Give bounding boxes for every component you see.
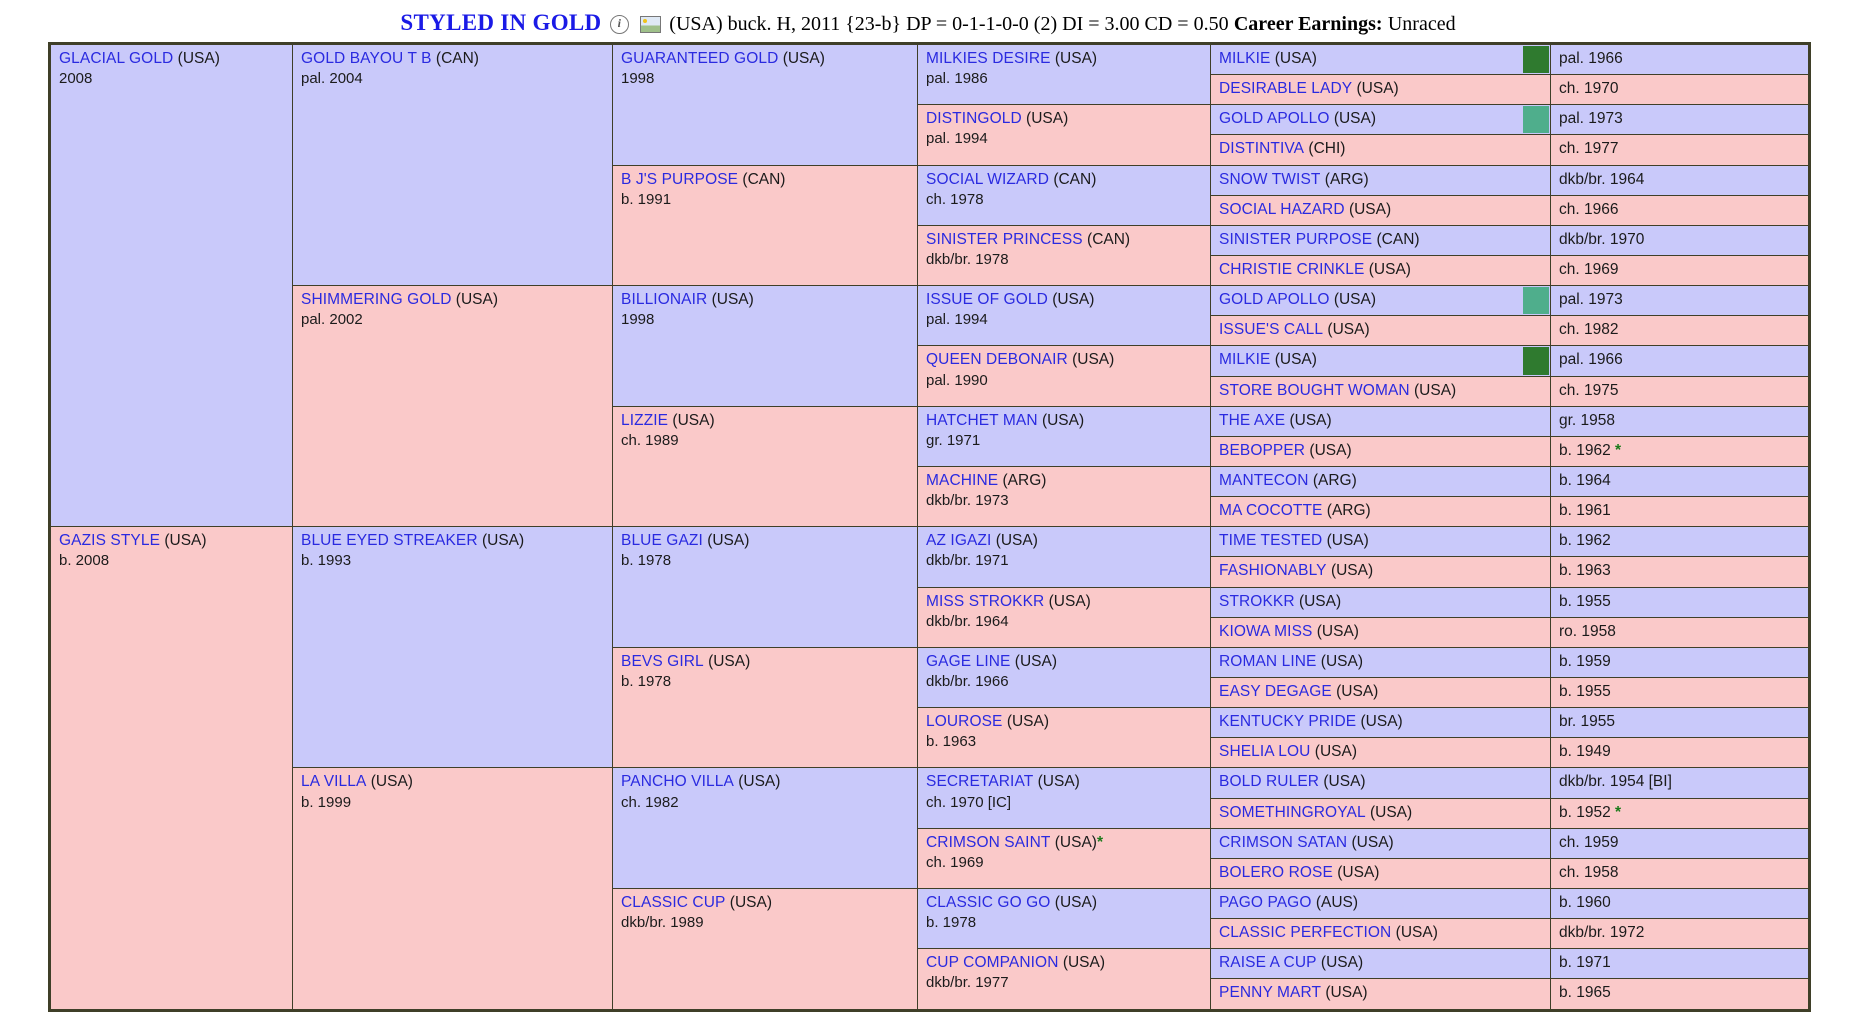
horse-name[interactable]: AZ IGAZI — [926, 532, 992, 550]
horse-country: (USA) — [1333, 110, 1377, 128]
gen5-horse[interactable] — [1211, 587, 1551, 617]
gen3-horse[interactable] — [613, 286, 918, 407]
horse-date: ch. 1970 — [1559, 80, 1619, 98]
gen2-dam-dam[interactable] — [293, 768, 613, 1010]
gen5-horse[interactable] — [1211, 888, 1551, 918]
gen5-horse[interactable] — [1211, 949, 1551, 979]
gen3-horse[interactable] — [613, 406, 918, 527]
gen5-horse[interactable] — [1211, 195, 1551, 225]
horse-name[interactable]: MACHINE — [926, 471, 999, 489]
horse-info: pal. 2002 — [301, 311, 363, 329]
gen5-horse[interactable] — [1211, 497, 1551, 527]
horse-name[interactable]: GAGE LINE — [926, 652, 1011, 670]
gen5-horse[interactable] — [1211, 346, 1551, 376]
gen3-horse[interactable] — [613, 44, 918, 166]
horse-country: (USA) — [782, 50, 825, 67]
gen5-date — [1551, 135, 1810, 165]
horse-name[interactable]: CLASSIC GO GO — [926, 893, 1051, 911]
horse-country: (CAN) — [1376, 230, 1420, 248]
color-swatch — [1523, 46, 1549, 73]
horse-info: ch. 1969 — [926, 853, 984, 871]
gen5-horse[interactable] — [1211, 647, 1551, 677]
horse-country: (USA) — [1356, 80, 1399, 98]
horse-name[interactable]: SOCIAL HAZARD — [1219, 200, 1345, 218]
horse-date: pal. 1973 — [1559, 110, 1623, 128]
gen4-horse[interactable] — [918, 708, 1211, 768]
horse-info: b. 1978 — [621, 552, 672, 570]
horse-date: dkb/br. 1970 — [1559, 230, 1645, 248]
horse-country: (USA) — [164, 532, 207, 550]
horse-country: (CAN) — [742, 170, 786, 188]
gen5-date — [1551, 888, 1810, 918]
gen5-date — [1551, 979, 1810, 1010]
gen5-horse[interactable] — [1211, 286, 1551, 316]
gen5-date — [1551, 798, 1810, 828]
gen5-horse[interactable] — [1211, 105, 1551, 135]
asterisk-marker: * — [1615, 441, 1622, 459]
horse-name[interactable]: STORE BOUGHT WOMAN — [1219, 381, 1410, 399]
horse-country: (USA) — [1351, 833, 1394, 851]
horse-info: dkb/br. 1971 — [926, 552, 1009, 570]
horse-country: (USA) — [1289, 411, 1332, 429]
gen2-sire-sire[interactable] — [293, 44, 613, 286]
gen5-horse[interactable] — [1211, 798, 1551, 828]
horse-country: (USA) — [729, 893, 772, 911]
horse-country: (USA) — [1274, 50, 1317, 67]
horse-country: (USA) — [1048, 592, 1091, 610]
horse-country: (CAN) — [1087, 230, 1131, 248]
color-swatch — [1523, 347, 1549, 374]
horse-name[interactable]: BLUE GAZI — [621, 532, 703, 550]
horse-name[interactable]: CUP COMPANION — [926, 954, 1059, 972]
horse-country: (CAN) — [435, 50, 479, 67]
horse-country: (USA) — [1368, 260, 1411, 278]
horse-info: dkb/br. 1978 — [926, 250, 1009, 268]
horse-date: ch. 1975 — [1559, 381, 1619, 399]
horse-name[interactable]: SOCIAL WIZARD — [926, 170, 1050, 188]
horse-name[interactable]: CLASSIC PERFECTION — [1219, 924, 1392, 942]
horse-name[interactable]: RAISE A CUP — [1219, 954, 1317, 972]
horse-name[interactable]: DISTINGOLD — [926, 110, 1022, 128]
horse-name[interactable]: SINISTER PURPOSE — [1219, 230, 1373, 248]
career-earnings-value: Unraced — [1387, 13, 1456, 35]
horse-info: b. 1963 — [926, 733, 977, 751]
gen2-sire-dam[interactable] — [293, 286, 613, 527]
horse-name[interactable]: SHELIA LOU — [1219, 743, 1311, 761]
horse-info: dkb/br. 1977 — [926, 974, 1009, 992]
color-swatch — [1523, 106, 1549, 133]
gen5-date — [1551, 677, 1810, 707]
horse-name[interactable]: LOUROSE — [926, 713, 1003, 731]
horse-info: 2008 — [59, 70, 93, 88]
gen5-horse[interactable] — [1211, 828, 1551, 858]
horse-info: 1998 — [621, 70, 655, 88]
horse-info: ch. 1978 — [926, 190, 984, 208]
horse-info: dkb/br. 1964 — [926, 612, 1009, 630]
pedigree-table — [48, 42, 1811, 1012]
horse-name[interactable]: BLUE EYED STREAKER — [301, 532, 478, 550]
horse-country: (USA) — [1336, 682, 1379, 700]
gen5-horse[interactable] — [1211, 527, 1551, 557]
horse-info: b. 1991 — [621, 190, 672, 208]
horse-name[interactable]: SECRETARIAT — [926, 773, 1034, 791]
horse-country: (USA) — [1395, 924, 1438, 942]
gen5-horse[interactable] — [1211, 466, 1551, 496]
horse-name[interactable]: MANTECON — [1219, 471, 1309, 489]
horse-name[interactable]: BEVS GIRL — [621, 652, 704, 670]
horse-date: b. 1962 — [1559, 441, 1611, 459]
horse-date: b. 1962 — [1559, 532, 1611, 550]
gen4-horse[interactable] — [918, 949, 1211, 1010]
gen5-date — [1551, 617, 1810, 647]
horse-country: (USA) — [481, 532, 525, 550]
horse-country: (USA) — [1327, 321, 1370, 339]
gen5-date — [1551, 497, 1810, 527]
horse-name[interactable]: BILLIONAIR — [621, 291, 708, 309]
horse-date: b. 1963 — [1559, 562, 1611, 580]
horse-name[interactable]: MILKIES DESIRE — [926, 50, 1051, 67]
horse-name[interactable]: ISSUE'S CALL — [1219, 321, 1324, 339]
horse-name[interactable]: DESIRABLE LADY — [1219, 80, 1353, 98]
horse-info: dkb/br. 1989 — [621, 914, 704, 932]
horse-country: (USA) — [995, 532, 1038, 550]
gen4-horse[interactable] — [918, 466, 1211, 526]
horse-info: dkb/br. 1973 — [926, 492, 1009, 510]
horse-country: (USA) — [1314, 743, 1357, 761]
horse-name[interactable]: PENNY MART — [1219, 984, 1322, 1002]
horse-name[interactable]: CLASSIC CUP — [621, 893, 726, 911]
horse-date: b. 1965 — [1559, 984, 1611, 1002]
horse-date: ch. 1958 — [1559, 863, 1619, 881]
horse-country: (USA) — [455, 291, 498, 309]
horse-country: (USA) — [1369, 803, 1413, 821]
gen5-horse[interactable] — [1211, 708, 1551, 738]
horse-country: (USA) — [1014, 652, 1057, 670]
horse-country: (AUS) — [1315, 893, 1359, 911]
horse-date: ch. 1982 — [1559, 321, 1619, 339]
horse-name[interactable]: GOLD APOLLO — [1219, 291, 1330, 309]
gen5-date — [1551, 255, 1810, 285]
gen5-date — [1551, 165, 1810, 195]
gen5-horse[interactable] — [1211, 436, 1551, 466]
horse-date: dkb/br. 1964 — [1559, 170, 1645, 188]
horse-date: ch. 1959 — [1559, 833, 1619, 851]
horse-name[interactable]: STROKKR — [1219, 592, 1295, 610]
horse-country: (USA) — [707, 532, 750, 550]
horse-country: (USA) — [672, 411, 715, 429]
gen5-date — [1551, 466, 1810, 496]
info-icon[interactable]: i — [610, 15, 629, 34]
horse-name[interactable]: GUARANTEED GOLD — [621, 50, 779, 67]
horse-info: b. 1993 — [301, 552, 352, 570]
asterisk-marker: * — [1615, 803, 1622, 821]
gen5-horse[interactable] — [1211, 376, 1551, 406]
gen4-horse[interactable] — [918, 44, 1211, 105]
horse-country: (USA) — [711, 291, 754, 309]
gen1-sire[interactable] — [50, 44, 293, 527]
gen5-date — [1551, 436, 1810, 466]
pedigree-table-wrapper — [0, 42, 1856, 1012]
horse-name[interactable]: HATCHET MAN — [926, 411, 1038, 429]
horse-name[interactable]: DISTINTIVA — [1219, 140, 1305, 158]
horse-name[interactable]: TIME TESTED — [1219, 532, 1323, 550]
horse-date: b. 1955 — [1559, 682, 1611, 700]
gen5-horse[interactable] — [1211, 316, 1551, 346]
horse-country: (USA) — [1054, 893, 1097, 911]
gen5-date — [1551, 105, 1810, 135]
horse-date: ro. 1958 — [1559, 622, 1616, 640]
horse-name[interactable]: LA VILLA — [301, 773, 367, 791]
horse-info: pal. 1986 — [926, 70, 988, 88]
horse-country: (CHI) — [1308, 140, 1346, 158]
gen5-date — [1551, 647, 1810, 677]
gen3-horse[interactable] — [613, 647, 918, 768]
horse-country: (USA) — [1026, 110, 1069, 128]
gen5-date — [1551, 738, 1810, 768]
horse-name[interactable]: ISSUE OF GOLD — [926, 291, 1048, 309]
horse-country: (USA) — [1323, 773, 1366, 791]
horse-name[interactable]: B J'S PURPOSE — [621, 170, 739, 188]
horse-country: (USA) — [370, 773, 413, 791]
horse-country: (ARG) — [1324, 170, 1369, 188]
horse-info: pal. 1990 — [926, 371, 988, 389]
horse-info: b. 1999 — [301, 793, 352, 811]
gen5-horse[interactable] — [1211, 919, 1551, 949]
horse-date: b. 1961 — [1559, 502, 1611, 520]
gen5-date — [1551, 406, 1810, 436]
gen5-horse[interactable] — [1211, 406, 1551, 436]
horse-country: (ARG) — [1002, 471, 1047, 489]
horse-name[interactable]: MILKIE — [1219, 50, 1271, 67]
horse-info: pal. 2004 — [301, 70, 363, 88]
horse-info: b. 2008 — [59, 552, 110, 570]
gen5-date — [1551, 346, 1810, 376]
horse-country: (USA) — [1326, 532, 1369, 550]
horse-name[interactable]: SINISTER PRINCESS — [926, 230, 1083, 248]
horse-info: ch. 1982 — [621, 793, 679, 811]
horse-country: (USA) — [1337, 863, 1380, 881]
gen5-date — [1551, 557, 1810, 587]
gen5-horse[interactable] — [1211, 165, 1551, 195]
horse-date: br. 1955 — [1559, 713, 1616, 731]
gen4-horse[interactable] — [918, 346, 1211, 406]
horse-country: (USA) — [1062, 954, 1106, 972]
gen5-horse[interactable] — [1211, 738, 1551, 768]
horse-country: (USA) — [708, 652, 751, 670]
horse-date: ch. 1969 — [1559, 260, 1619, 278]
horse-name[interactable]: GLACIAL GOLD — [59, 50, 174, 67]
page-title: STYLED IN GOLD — [400, 10, 602, 35]
gen5-date — [1551, 225, 1810, 255]
gen4-horse[interactable] — [918, 647, 1211, 707]
gen4-horse[interactable] — [918, 286, 1211, 346]
horse-name[interactable]: ROMAN LINE — [1219, 652, 1317, 670]
horse-name[interactable]: MISS STROKKR — [926, 592, 1045, 610]
horse-country: (ARG) — [1312, 471, 1357, 489]
horse-country: (USA) — [1054, 833, 1097, 851]
horse-country: (USA) — [1360, 713, 1403, 731]
gen5-date — [1551, 828, 1810, 858]
gen5-date — [1551, 376, 1810, 406]
gen5-horse[interactable] — [1211, 135, 1551, 165]
gen5-date — [1551, 919, 1810, 949]
horse-country: (USA) — [1320, 652, 1363, 670]
horse-date: dkb/br. 1954 [BI] — [1559, 773, 1672, 791]
horse-name[interactable]: GOLD APOLLO — [1219, 110, 1330, 128]
gen5-date — [1551, 768, 1810, 798]
gen5-horse[interactable] — [1211, 557, 1551, 587]
horse-country: (USA) — [1325, 984, 1368, 1002]
gen5-date — [1551, 316, 1810, 346]
horse-country: (USA) — [1037, 773, 1080, 791]
horse-info: b. 1978 — [926, 914, 977, 932]
horse-country: (USA) — [1054, 50, 1098, 67]
photo-icon[interactable] — [640, 16, 661, 33]
horse-date: b. 1949 — [1559, 743, 1611, 761]
horse-country: (USA) — [1041, 411, 1085, 429]
gen5-horse[interactable] — [1211, 768, 1551, 798]
horse-name[interactable]: SOMETHINGROYAL — [1219, 803, 1366, 821]
color-swatch — [1523, 287, 1549, 314]
horse-country: (USA) — [1274, 351, 1317, 369]
horse-details: (USA) buck. H, 2011 {23-b} DP = 0-1-1-0-0 (2) DI = 3.00 CD = 0.50 — [669, 13, 1229, 35]
gen5-date — [1551, 587, 1810, 617]
horse-date: b. 1959 — [1559, 652, 1611, 670]
gen5-date — [1551, 286, 1810, 316]
gen5-horse[interactable] — [1211, 617, 1551, 647]
gen4-horse[interactable] — [918, 406, 1211, 466]
horse-date: dkb/br. 1972 — [1559, 924, 1645, 942]
horse-date: b. 1960 — [1559, 893, 1611, 911]
gen3-horse[interactable] — [613, 888, 918, 1010]
horse-country: (USA) — [1414, 381, 1457, 399]
horse-name[interactable]: LIZZIE — [621, 411, 669, 429]
horse-country: (USA) — [1072, 351, 1115, 369]
horse-info: ch. 1989 — [621, 431, 679, 449]
gen4-horse[interactable] — [918, 165, 1211, 225]
horse-country: (USA) — [1330, 562, 1374, 580]
horse-name[interactable]: SHIMMERING GOLD — [301, 291, 452, 309]
horse-country: (USA) — [1320, 954, 1364, 972]
horse-date: ch. 1966 — [1559, 200, 1619, 218]
gen4-horse[interactable] — [918, 587, 1211, 647]
horse-date: b. 1964 — [1559, 471, 1611, 489]
gen4-horse[interactable] — [918, 888, 1211, 948]
horse-country: (USA) — [1316, 622, 1359, 640]
gen5-date — [1551, 44, 1810, 75]
gen5-horse[interactable] — [1211, 225, 1551, 255]
horse-country: (USA) — [1348, 200, 1392, 218]
horse-name[interactable]: CHRISTIE CRINKLE — [1219, 260, 1365, 278]
gen5-horse[interactable] — [1211, 979, 1551, 1010]
horse-country: (USA) — [1333, 291, 1377, 309]
horse-name[interactable]: QUEEN DEBONAIR — [926, 351, 1068, 369]
horse-name[interactable]: PANCHO VILLA — [621, 773, 734, 791]
horse-country: (ARG) — [1326, 502, 1371, 520]
gen4-horse[interactable] — [918, 225, 1211, 285]
page-header — [0, 0, 1856, 42]
horse-name[interactable]: BOLD RULER — [1219, 773, 1320, 791]
gen5-date — [1551, 858, 1810, 888]
horse-country: (USA) — [1006, 713, 1050, 731]
horse-name[interactable]: PAGO PAGO — [1219, 893, 1312, 911]
gen4-horse[interactable] — [918, 828, 1211, 888]
horse-info: ch. 1970 [IC] — [926, 793, 1012, 811]
horse-name[interactable]: BOLERO ROSE — [1219, 863, 1333, 881]
horse-date: pal. 1966 — [1559, 351, 1623, 369]
horse-country: (USA) — [177, 50, 220, 67]
gen4-horse[interactable] — [918, 105, 1211, 165]
gen2-dam-sire[interactable] — [293, 527, 613, 768]
horse-info: 1998 — [621, 311, 655, 329]
gen3-horse[interactable] — [613, 527, 918, 648]
horse-info: pal. 1994 — [926, 130, 988, 148]
horse-date: pal. 1973 — [1559, 291, 1623, 309]
horse-date: b. 1955 — [1559, 592, 1611, 610]
gen4-horse[interactable] — [918, 768, 1211, 828]
horse-info: dkb/br. 1966 — [926, 672, 1009, 690]
gen3-horse[interactable] — [613, 165, 918, 286]
horse-name[interactable]: SNOW TWIST — [1219, 170, 1321, 188]
horse-name[interactable]: THE AXE — [1219, 411, 1286, 429]
gen5-horse[interactable] — [1211, 255, 1551, 285]
gen5-date — [1551, 195, 1810, 225]
gen4-horse[interactable] — [918, 527, 1211, 587]
gen5-date — [1551, 527, 1810, 557]
horse-name[interactable]: MILKIE — [1219, 351, 1271, 369]
gen5-horse[interactable] — [1211, 677, 1551, 707]
gen5-horse[interactable] — [1211, 75, 1551, 105]
horse-country: (USA) — [1298, 592, 1342, 610]
horse-date: ch. 1977 — [1559, 140, 1619, 158]
horse-info: pal. 1994 — [926, 311, 988, 329]
horse-name[interactable]: EASY DEGAGE — [1219, 682, 1332, 700]
gen5-date — [1551, 949, 1810, 979]
horse-country: (USA) — [738, 773, 781, 791]
asterisk-marker: * — [1096, 833, 1104, 851]
gen5-horse[interactable] — [1211, 44, 1551, 75]
horse-date: b. 1971 — [1559, 954, 1611, 972]
horse-name[interactable]: FASHIONABLY — [1219, 562, 1327, 580]
horse-name[interactable]: KENTUCKY PRIDE — [1219, 713, 1357, 731]
horse-name[interactable]: BEBOPPER — [1219, 441, 1306, 459]
career-earnings-label: Career Earnings: — [1233, 13, 1383, 35]
horse-name[interactable]: MA COCOTTE — [1219, 502, 1323, 520]
horse-name[interactable]: CRIMSON SAINT — [926, 833, 1051, 851]
horse-date: gr. 1958 — [1559, 411, 1616, 429]
horse-name[interactable]: GOLD BAYOU T B — [301, 50, 432, 67]
horse-name[interactable]: GAZIS STYLE — [59, 532, 161, 550]
gen3-horse[interactable] — [613, 768, 918, 889]
horse-country: (USA) — [1309, 441, 1352, 459]
gen5-date — [1551, 75, 1810, 105]
gen5-date — [1551, 708, 1810, 738]
horse-info: gr. 1971 — [926, 431, 981, 449]
horse-country: (USA) — [1052, 291, 1095, 309]
horse-date: b. 1952 — [1559, 803, 1611, 821]
horse-name[interactable]: CRIMSON SATAN — [1219, 833, 1348, 851]
horse-date: pal. 1966 — [1559, 50, 1623, 67]
horse-info: b. 1978 — [621, 672, 672, 690]
horse-name[interactable]: KIOWA MISS — [1219, 622, 1313, 640]
horse-country: (CAN) — [1053, 170, 1097, 188]
gen1-dam[interactable] — [50, 527, 293, 1010]
gen5-horse[interactable] — [1211, 858, 1551, 888]
